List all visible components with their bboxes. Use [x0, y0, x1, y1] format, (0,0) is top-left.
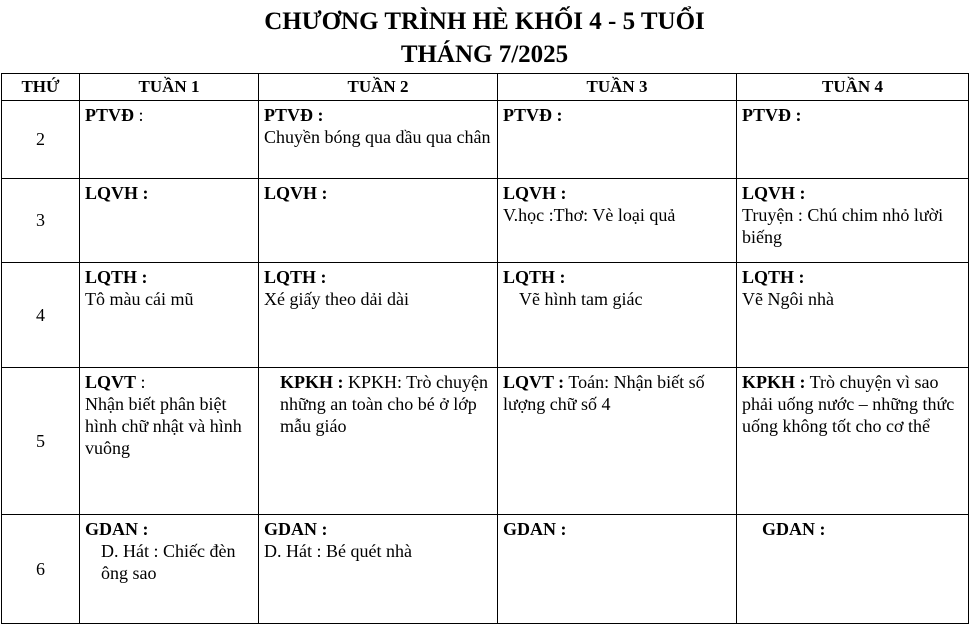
day-cell: 6	[2, 515, 80, 624]
activity-cell	[737, 263, 969, 368]
table-row	[2, 263, 969, 368]
schedule-table	[1, 73, 969, 624]
activity-cell	[259, 101, 498, 179]
activity-cell	[259, 368, 498, 515]
activity-category: GDAN :	[503, 519, 567, 539]
activity-cell	[498, 179, 737, 263]
column-header-day: THỨ	[2, 74, 80, 101]
table-row	[2, 179, 969, 263]
activity-category: LQVT	[85, 372, 137, 392]
activity-category: GDAN :	[264, 519, 328, 539]
table-row	[2, 515, 969, 624]
activity-cell	[259, 263, 498, 368]
activity-category: LQTH :	[503, 267, 566, 287]
activity-content: Vẽ hình tam giác	[519, 289, 643, 309]
activity-category: LQTH :	[264, 267, 327, 287]
activity-category: GDAN :	[85, 519, 149, 539]
activity-content: Truyện : Chú chim nhỏ lười biếng	[742, 205, 944, 247]
activity-cell	[498, 515, 737, 624]
activity-category: PTVĐ :	[503, 105, 563, 125]
activity-category: KPKH :	[742, 372, 806, 392]
activity-cell	[80, 368, 259, 515]
day-cell: 2	[2, 101, 80, 179]
column-header-week-4: TUẦN 4	[737, 74, 969, 101]
activity-cell	[498, 101, 737, 179]
activity-category: LQVH :	[742, 183, 806, 203]
activity-cell	[80, 101, 259, 179]
day-cell: 4	[2, 263, 80, 368]
activity-content: D. Hát : Bé quét nhà	[264, 541, 412, 561]
activity-category: PTVĐ	[85, 105, 134, 125]
activity-category: LQVH :	[503, 183, 567, 203]
activity-content: Tô màu cái mũ	[85, 289, 194, 309]
activity-content: KPKH: Trò chuyện những an toàn cho bé ở lớp mẫu giáo	[280, 372, 489, 436]
day-cell: 5	[2, 368, 80, 515]
activity-content: D. Hát : Chiếc đèn ông sao	[101, 541, 236, 583]
column-header-week-3: TUẦN 3	[498, 74, 737, 101]
day-cell: 3	[2, 179, 80, 263]
activity-content: Vẽ Ngôi nhà	[742, 289, 834, 309]
activity-category: PTVĐ :	[264, 105, 324, 125]
activity-cell	[737, 368, 969, 515]
activity-cell	[737, 101, 969, 179]
activity-content: Chuyền bóng qua dầu qua chân	[264, 127, 491, 147]
activity-cell	[737, 515, 969, 624]
activity-category: PTVĐ :	[742, 105, 802, 125]
activity-cell	[498, 263, 737, 368]
activity-content: V.học :Thơ: Vè loại quả	[503, 205, 676, 225]
activity-cell	[498, 368, 737, 515]
page-title: CHƯƠNG TRÌNH HÈ KHỐI 4 - 5 TUỔI	[264, 8, 705, 35]
column-header-week-1: TUẦN 1	[80, 74, 259, 101]
activity-category: LQVH :	[85, 183, 149, 203]
activity-cell	[80, 515, 259, 624]
activity-separator: :	[136, 372, 146, 392]
activity-cell	[259, 179, 498, 263]
activity-cell	[737, 179, 969, 263]
activity-content: Toán: Nhận biết số lượng chữ số 4	[503, 372, 705, 414]
activity-category: LQTH :	[742, 267, 805, 287]
activity-content: Trò chuyện vì sao phải uống nước – những thức uống không tốt cho cơ thể	[742, 372, 955, 436]
activity-category: LQTH :	[85, 267, 148, 287]
table-row	[2, 368, 969, 515]
activity-category: KPKH :	[280, 372, 344, 392]
activity-category: GDAN :	[762, 519, 826, 539]
activity-category: LQVH :	[264, 183, 328, 203]
activity-content: Xé giấy theo dải dài	[264, 289, 409, 309]
activity-category: LQVT :	[503, 372, 565, 392]
activity-cell	[259, 515, 498, 624]
table-row	[2, 101, 969, 179]
activity-cell	[80, 179, 259, 263]
activity-cell	[80, 263, 259, 368]
column-header-week-2: TUẦN 2	[259, 74, 498, 101]
table-header-row	[2, 74, 969, 101]
activity-separator: :	[134, 105, 144, 125]
page-subtitle: THÁNG 7/2025	[400, 41, 569, 68]
activity-content: Nhận biết phân biệt hình chữ nhật và hình vuông	[85, 394, 242, 458]
